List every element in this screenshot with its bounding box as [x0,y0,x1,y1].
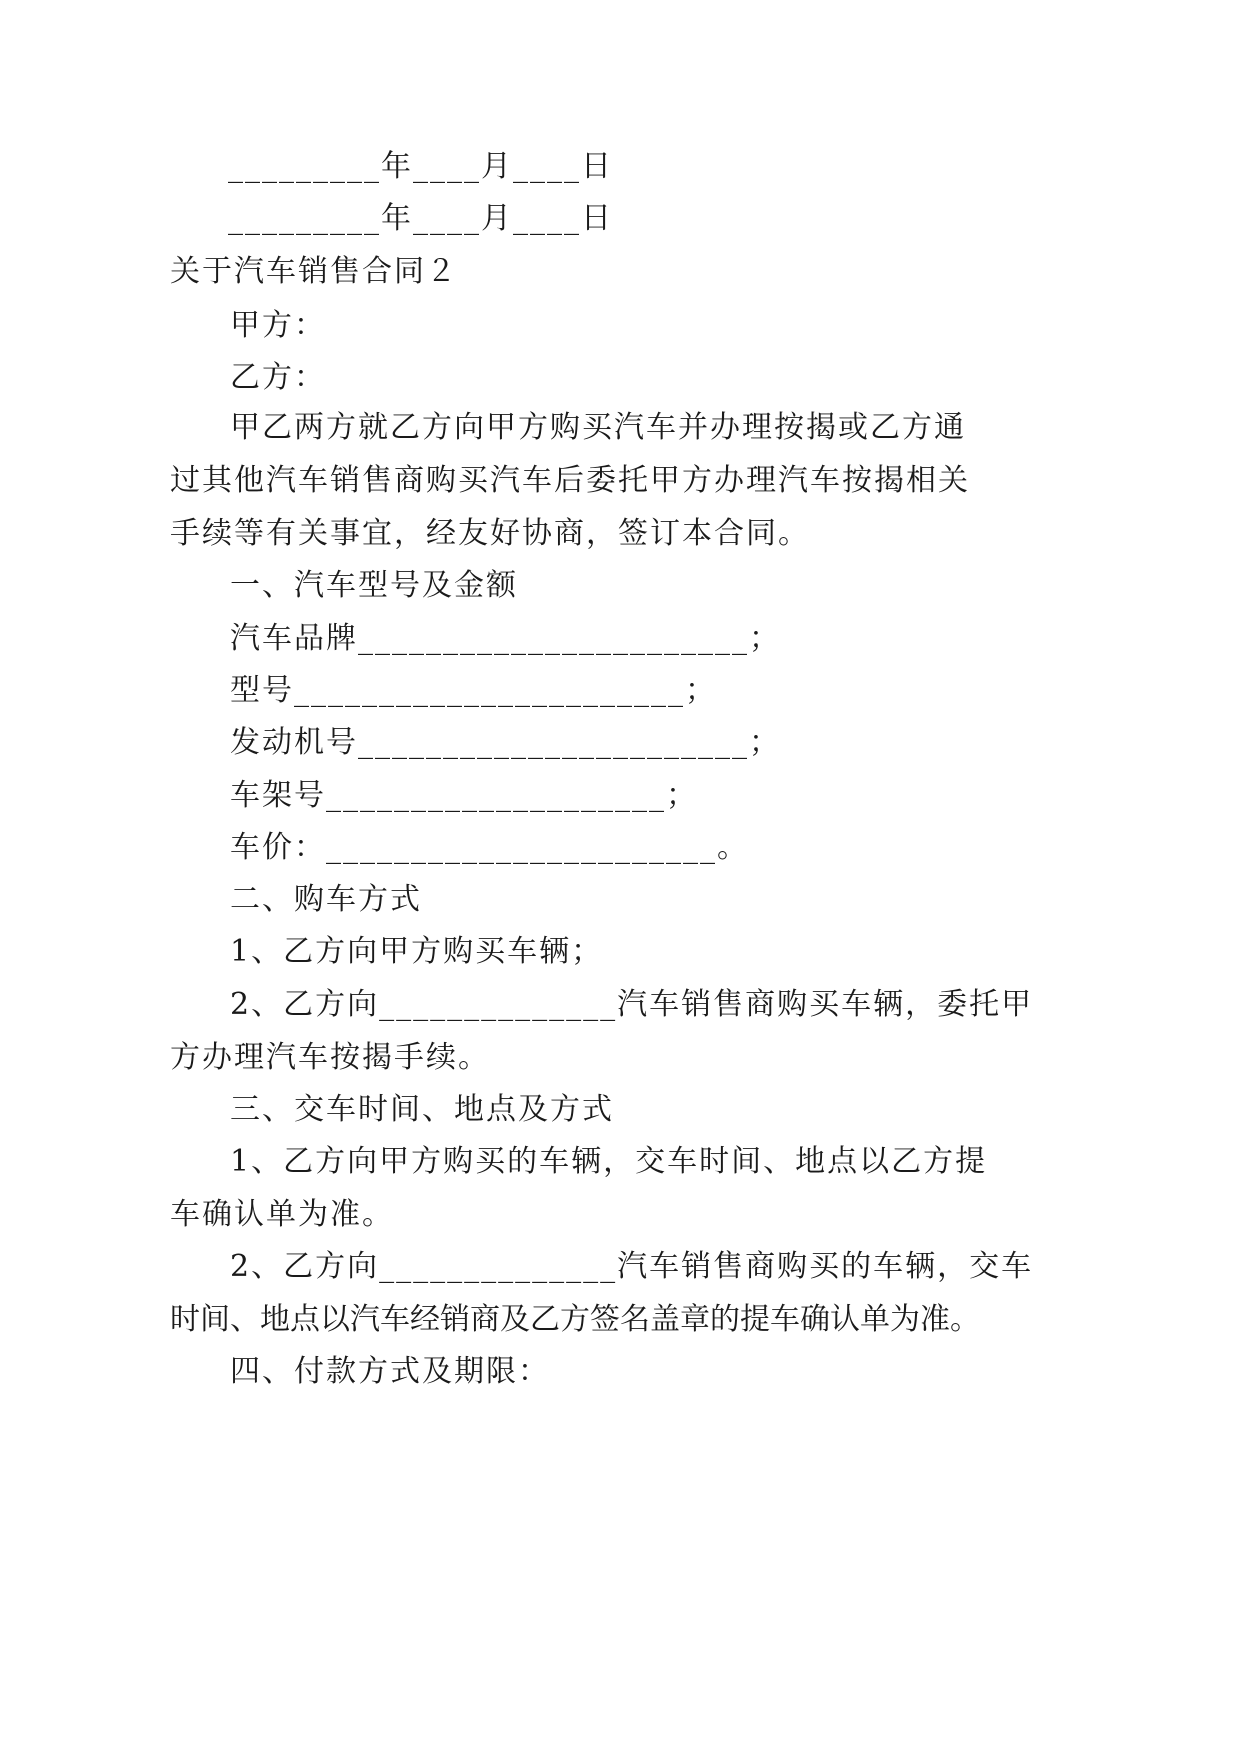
intro-line-2: 过其他汽车销售商购买汽车后委托甲方办理汽车按揭相关 [170,463,970,498]
clause-2-item-2-line-1: 2、乙方向______________汽车销售商购买车辆，委托甲 [230,987,1034,1022]
clause-1-heading: 一、汽车型号及金额 [230,568,518,603]
intro-line-1: 甲乙两方就乙方向甲方购买汽车并办理按揭或乙方通 [230,410,966,445]
frame-number-field: 车架号____________________； [230,778,698,813]
date-line-1: _________年____月____日 [228,149,613,184]
clause-3-heading: 三、交车时间、地点及方式 [230,1092,614,1127]
date-line-2: _________年____月____日 [228,201,613,236]
car-model-field: 型号_______________________； [230,673,717,708]
clause-3-item-1-line-2: 车确认单为准。 [170,1197,394,1232]
party-a-label: 甲方： [230,308,326,343]
clause-4-heading: 四、付款方式及期限： [230,1354,550,1389]
clause-2-item-1: 1、乙方向甲方购买车辆； [230,934,604,969]
party-b-label: 乙方： [230,360,326,395]
clause-3-item-2-line-2: 时间、地点以汽车经销商及乙方签名盖章的提车确认单为准。 [170,1302,980,1337]
car-brand-field: 汽车品牌_______________________； [230,621,781,656]
clause-3-item-1-line-1: 1、乙方向甲方购买的车辆，交车时间、地点以乙方提 [230,1144,988,1179]
clause-3-item-2-line-1: 2、乙方向______________汽车销售商购买的车辆，交车 [230,1249,1034,1284]
section-title: 关于汽车销售合同２ [170,254,458,289]
clause-2-heading: 二、购车方式 [230,882,422,917]
clause-2-item-2-line-2: 方办理汽车按揭手续。 [170,1040,490,1075]
intro-line-3: 手续等有关事宜，经友好协商，签订本合同。 [170,516,810,551]
car-price-field: 车价：_______________________。 [230,830,749,865]
engine-number-field: 发动机号_______________________； [230,725,781,760]
